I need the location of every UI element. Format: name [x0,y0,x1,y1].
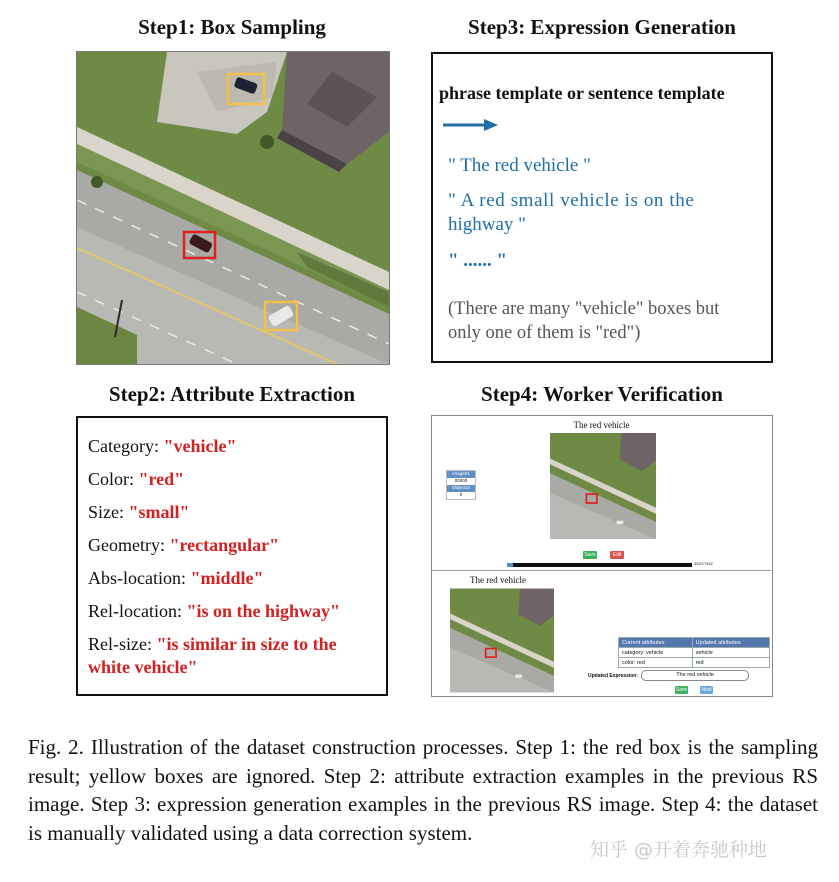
verification-top-screen [432,416,771,571]
table-row [619,658,770,668]
attr-rel-location [88,600,340,623]
attr-size [88,501,190,524]
attr-label: Rel-location: [88,601,182,621]
step1-title: Step1: Box Sampling [138,15,326,39]
step3-title: Step3: Expression Generation [468,15,736,39]
attr-value: "red" [138,469,185,489]
list-item: 0 [459,492,463,497]
attr-label: Abs-location: [88,568,186,588]
aerial-scene [77,52,389,364]
updated-expression-label: Updated Expression: [588,673,639,679]
progress-text: 392/17402 [694,561,713,566]
note-line-1: (There are many "vehicle" boxes but [448,299,720,319]
progress-bar [507,563,692,567]
template-label: phrase template or sentence template [439,83,725,103]
expression-1: " The red vehicle " [448,155,591,176]
attr-label: Geometry: [88,535,165,555]
save-button[interactable]: Save [584,552,596,558]
table-header: Current attributes [619,638,693,648]
arrow-right-icon [442,117,500,133]
bottom-thumbnail [450,587,554,694]
verification-thumbnail [550,433,656,539]
attr-value: "middle" [190,568,264,588]
step2-title: Step2: Attribute Extraction [108,382,356,406]
verification-bottom-screen [432,572,771,696]
bottom-save-button[interactable]: Save [675,687,688,693]
progress-fill [507,563,513,567]
attr-value: "rectangular" [169,535,280,555]
left-info-list [446,470,476,500]
attribute-table [618,637,770,668]
attr-value: "small" [128,502,190,522]
updated-expression-input[interactable]: The red vehicle [641,670,749,681]
list-item: Object10 [447,485,475,492]
attr-category [88,435,236,458]
watermark: 知乎 @开着奔驰种地 [590,839,768,861]
bottom-caption: The red vehicle [470,575,526,585]
attr-label: Rel-size: [88,634,152,654]
figure-caption: Fig. 2. Illustration of the dataset construction processes. Step 1: the red box is the sampling result; yellow boxes are ignored. Step 2: attribute extraction examples in the previous RS image. Step 3: expression generation examples in the previous RS image. Step 4: the dataset is manually validated using a data correction system. [28,735,818,845]
top-caption: The red vehicle [573,420,630,430]
attr-label: Category: [88,436,159,456]
attr-label: Color: [88,469,135,489]
table-cell[interactable]: red [692,658,769,668]
attr-color [88,468,184,491]
step2-panel [76,416,388,696]
attr-rel-size-cont: white vehicle" [88,657,198,677]
note-line-2: only one of them is "red") [448,323,641,343]
attr-rel-size [88,633,337,656]
table-header: Updated attributes [692,638,769,648]
list-item: 00000 [454,478,468,483]
table-cell: category: vehicle [619,648,693,658]
attr-value: "vehicle" [163,436,237,456]
table-cell: color: red [619,658,693,668]
table-cell[interactable]: vehicle [692,648,769,658]
list-item: image01 [447,471,475,478]
step4-panel [431,415,773,697]
expression-3: " ...... " [448,250,508,271]
expression-2b: highway " [448,214,526,235]
attr-geometry [88,534,279,557]
attr-value: "is similar in size to the [156,634,337,654]
edit-button[interactable]: Edit [610,551,624,559]
expression-2a: " A red small vehicle is on the [448,190,695,211]
next-button[interactable]: Next [701,687,712,693]
attr-label: Size: [88,502,124,522]
step1-aerial-image [76,51,390,365]
step3-panel [431,52,773,363]
attr-value: "is on the highway" [186,601,341,621]
attr-abs-location [88,567,263,590]
step4-title: Step4: Worker Verification [481,382,723,406]
table-row [619,648,770,658]
